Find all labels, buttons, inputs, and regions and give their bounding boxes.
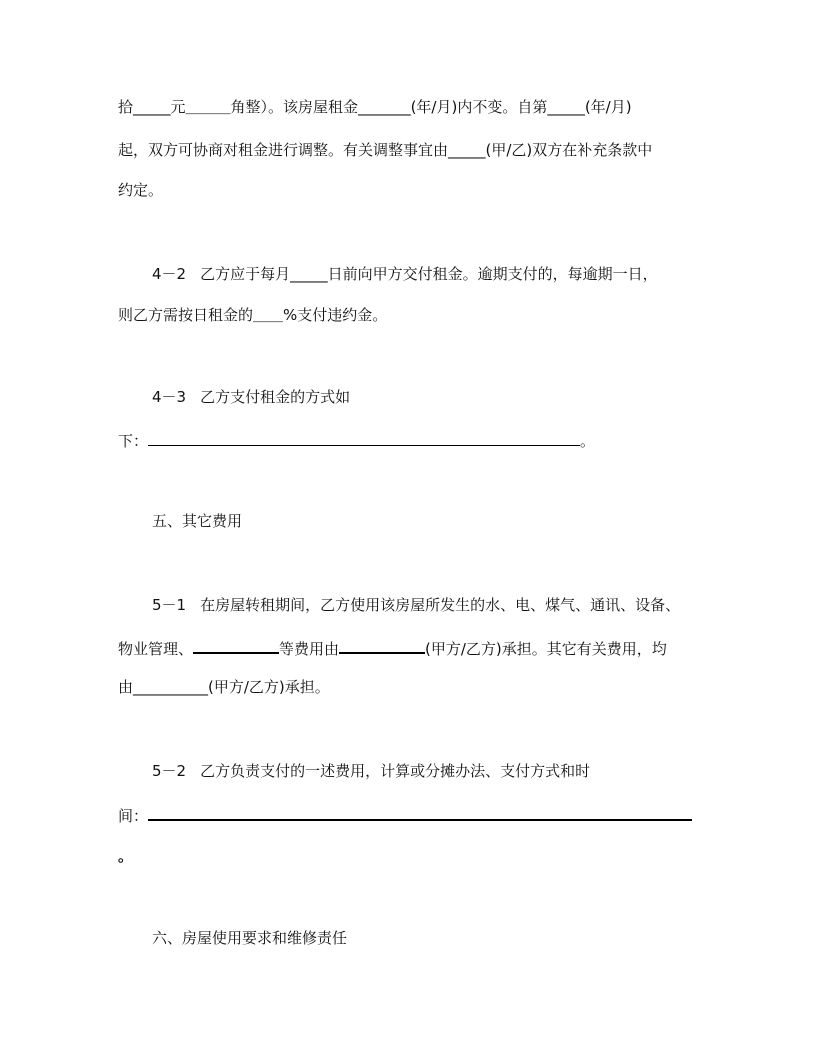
start-blank: _____ <box>547 98 585 116</box>
clause-4-3-line2 <box>118 429 595 449</box>
other-fee-party-blank: __________ <box>133 678 209 696</box>
text: (年/月)内不变。自第 <box>410 98 548 116</box>
text: 拾 <box>118 98 134 116</box>
section-6-title <box>152 928 347 948</box>
clause-number: 4－2 <box>152 265 187 283</box>
amount-blank: _____ <box>133 98 171 116</box>
text: 乙方应于每月 <box>200 265 291 283</box>
clause-5-1-line2 <box>118 636 667 656</box>
rent-blank: _______ <box>358 98 411 116</box>
text: %支付违约金。 <box>283 306 388 324</box>
text: (甲方/乙方)承担。其它有关费用，均 <box>425 640 667 658</box>
clause-number: 4－3 <box>152 388 187 406</box>
clause-5-2-line2 <box>118 803 692 823</box>
text: 角整）。该房屋租金 <box>230 98 359 116</box>
text: 乙方负责支付的一述费用，计算或分摊办法、支付方式和时 <box>200 762 591 780</box>
text: 约定。 <box>118 181 164 199</box>
text: 乙方支付租金的方式如 <box>200 388 351 406</box>
clause-5-1-line1 <box>152 595 680 615</box>
clause-4-2-line2 <box>118 305 387 325</box>
calculation-blank <box>148 803 692 821</box>
clause-number: 5－2 <box>152 762 187 780</box>
text: 。 <box>580 432 596 450</box>
fee-item-blank <box>193 636 279 654</box>
para1-line2 <box>118 140 652 160</box>
text: 日前向甲方交付租金。逾期支付的，每逾期一日， <box>327 265 658 283</box>
para1-line3 <box>118 180 163 200</box>
percent-blank: ＿＿ <box>253 306 284 324</box>
text: 起，双方可协商对租金进行调整。有关调整事宜由 <box>118 141 449 159</box>
clause-5-2-line3 <box>118 846 133 866</box>
text: 物业管理、 <box>118 640 194 658</box>
clause-5-2-line1 <box>152 761 590 781</box>
text: 间： <box>118 807 149 825</box>
day-blank: _____ <box>290 265 328 283</box>
text: 则乙方需按日租金的 <box>118 306 254 324</box>
section-title: 五、其它费用 <box>152 512 243 530</box>
clause-number: 5－1 <box>152 596 187 614</box>
party-blank: _____ <box>448 141 486 159</box>
fee-party-blank <box>339 636 425 654</box>
section-title: 六、房屋使用要求和维修责任 <box>152 929 348 947</box>
para1-line1 <box>118 97 632 117</box>
text: 等费用由 <box>279 640 340 658</box>
text: (甲/乙)双方在补充条款中 <box>485 141 653 159</box>
section-5-title <box>152 511 242 531</box>
clause-4-2-line1 <box>152 264 658 284</box>
text: 元 <box>170 98 186 116</box>
text: 在房屋转租期间，乙方使用该房屋所发生的水、电、煤气、通讯、设备、 <box>200 596 681 614</box>
text: 。 <box>118 847 134 865</box>
payment-method-blank <box>148 429 580 446</box>
text: 由 <box>118 678 134 696</box>
text: 下： <box>118 432 149 450</box>
clause-5-1-line3 <box>118 677 330 697</box>
jiao-blank: ＿＿＿ <box>185 98 231 116</box>
text: (甲方/乙方)承担。 <box>208 678 330 696</box>
text: (年/月) <box>584 98 632 116</box>
clause-4-3-line1 <box>152 387 350 407</box>
